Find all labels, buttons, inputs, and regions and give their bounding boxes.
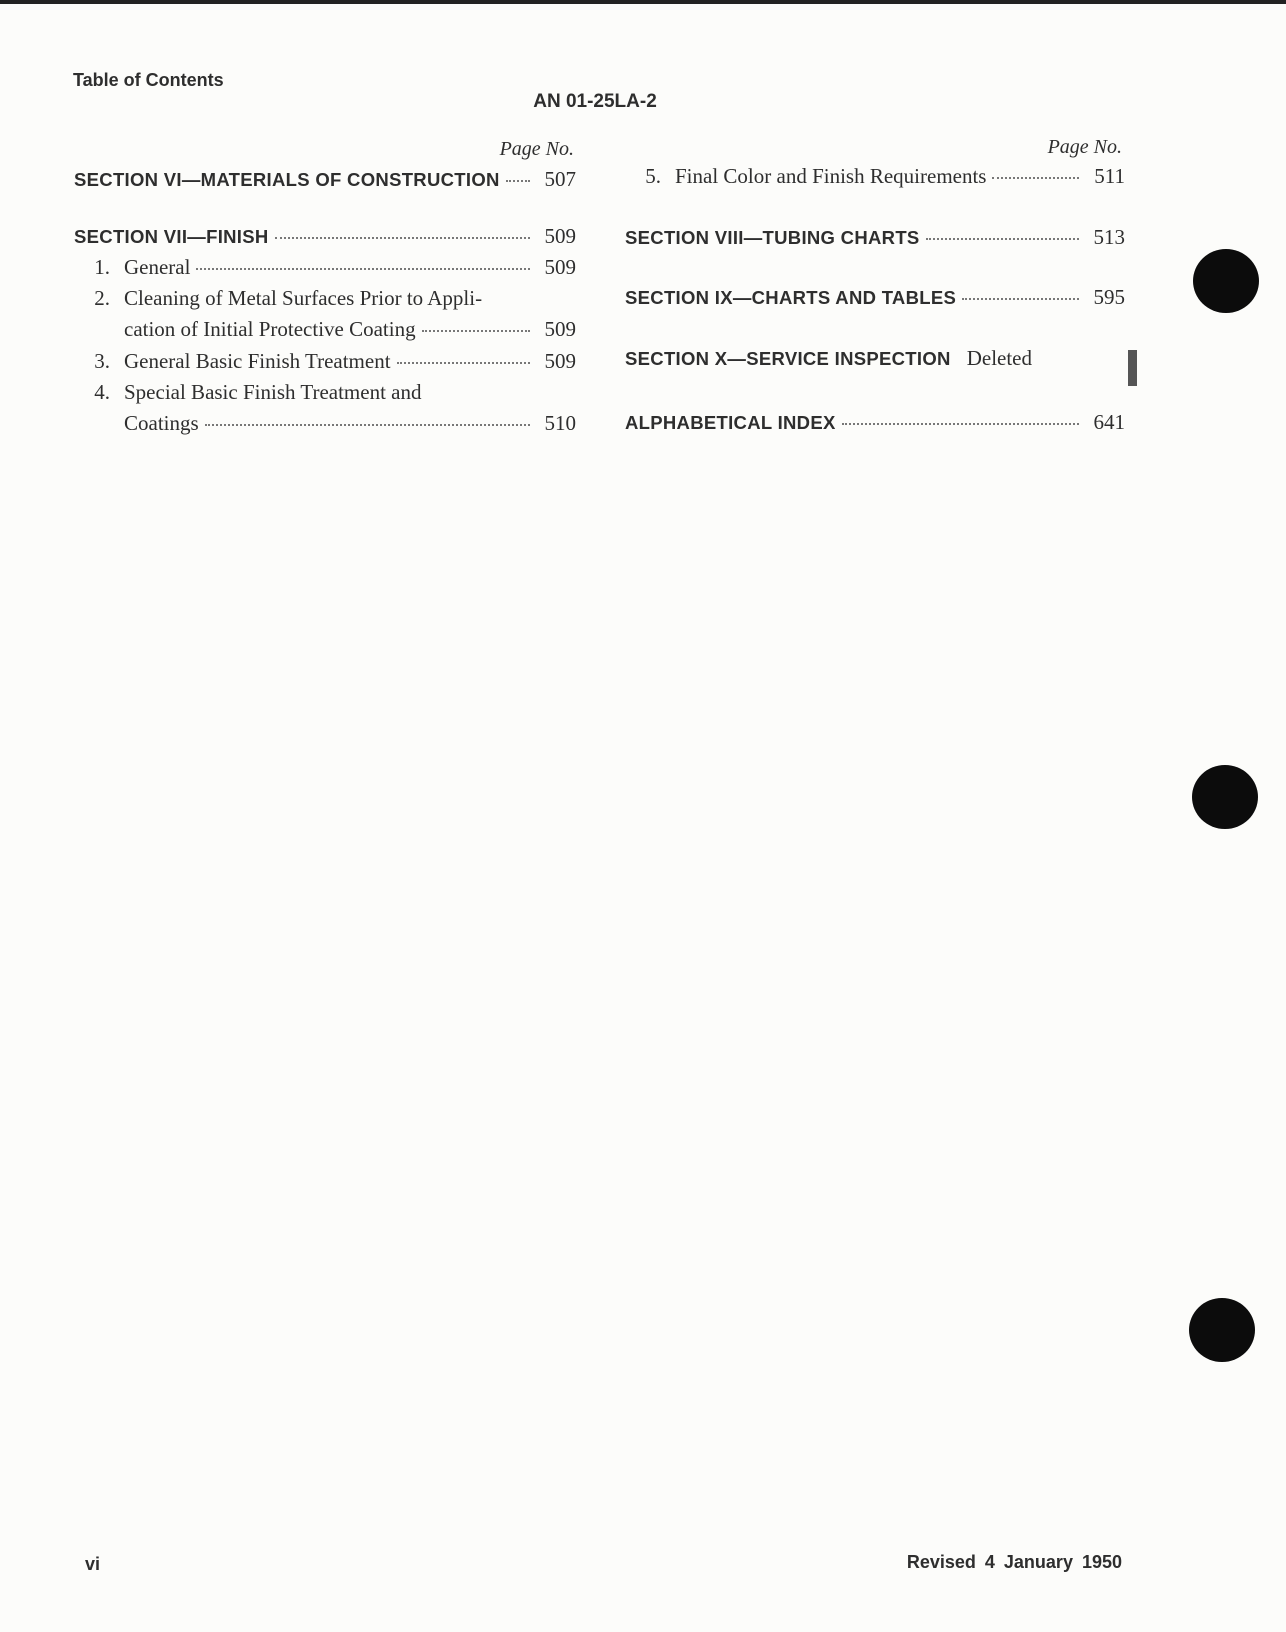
entry-label: ALPHABETICAL INDEX [625, 412, 836, 433]
entry-label: SECTION IX—CHARTS AND TABLES [625, 287, 957, 308]
dot-leader [397, 362, 530, 364]
entry-page: 513 [1093, 225, 1125, 249]
entry-label: Final Color and Finish Requirements [675, 164, 987, 188]
dot-leader [275, 237, 530, 239]
entry-status-deleted: Deleted [966, 346, 1032, 370]
entry-page: 510 [544, 411, 576, 435]
toc-entry-section-vii[interactable] [74, 224, 576, 254]
toc-entry-section-x[interactable] [625, 346, 1125, 376]
page-no-header-right: Page No. [1047, 136, 1122, 158]
dot-leader [926, 238, 1079, 240]
page-number: vi [85, 1554, 101, 1574]
entry-page: 509 [544, 317, 576, 341]
dot-leader [196, 268, 530, 270]
entry-number: 4. [94, 380, 110, 404]
entry-label: SECTION X—SERVICE INSPECTION [625, 348, 951, 369]
page-no-header-left: Page No. [499, 138, 574, 160]
dot-leader [506, 180, 530, 182]
toc-entry-cleaning-line1[interactable] [74, 286, 576, 316]
entry-number: 5. [645, 164, 661, 188]
entry-page: 509 [544, 255, 576, 279]
entry-label: SECTION VIII—TUBING CHARTS [625, 227, 920, 248]
entry-label: Cleaning of Metal Surfaces Prior to Appli- [124, 286, 483, 310]
dot-leader [422, 330, 530, 332]
entry-page: 507 [544, 167, 576, 191]
entry-label: SECTION VI—MATERIALS OF CONSTRUCTION [74, 169, 500, 190]
page-top-edge [0, 0, 1286, 4]
entry-page: 595 [1093, 285, 1125, 309]
toc-entry-special-basic-line2[interactable] [124, 411, 576, 441]
binder-hole [1189, 1298, 1255, 1362]
toc-entry-alphabetical-index[interactable] [625, 410, 1125, 440]
toc-entry-general-basic-finish[interactable] [74, 349, 576, 379]
entry-label: General [124, 255, 191, 279]
toc-entry-general[interactable] [74, 255, 576, 285]
dot-leader [842, 423, 1079, 425]
dot-leader [992, 177, 1079, 179]
entry-page: 509 [544, 224, 576, 248]
entry-page: 641 [1093, 410, 1125, 434]
entry-page: 511 [1094, 164, 1125, 188]
toc-entry-section-viii[interactable] [625, 225, 1125, 255]
entry-label: Special Basic Finish Treatment and [124, 380, 422, 404]
document-id: AN 01-25LA-2 [533, 91, 657, 112]
entry-number: 3. [94, 349, 110, 373]
toc-entry-special-basic-line1[interactable] [74, 380, 576, 410]
entry-number: 2. [94, 286, 110, 310]
entry-page: 509 [544, 349, 576, 373]
toc-entry-cleaning-line2[interactable] [124, 317, 576, 347]
entry-label-continued: cation of Initial Protective Coating [124, 317, 416, 341]
dot-leader [205, 424, 530, 426]
dot-leader [962, 298, 1079, 300]
binder-hole [1192, 765, 1258, 829]
toc-entry-section-ix[interactable] [625, 285, 1125, 315]
entry-label: General Basic Finish Treatment [124, 349, 391, 373]
entry-label: SECTION VII—FINISH [74, 226, 269, 247]
running-title: Table of Contents [73, 70, 224, 90]
revision-date: Revised 4 January 1950 [906, 1552, 1122, 1572]
toc-entry-final-color[interactable] [625, 164, 1125, 194]
entry-label-continued: Coatings [124, 411, 199, 435]
toc-entry-section-vi[interactable] [74, 167, 576, 197]
binder-hole [1193, 249, 1259, 313]
entry-number: 1. [94, 255, 110, 279]
revision-change-bar [1128, 350, 1137, 386]
